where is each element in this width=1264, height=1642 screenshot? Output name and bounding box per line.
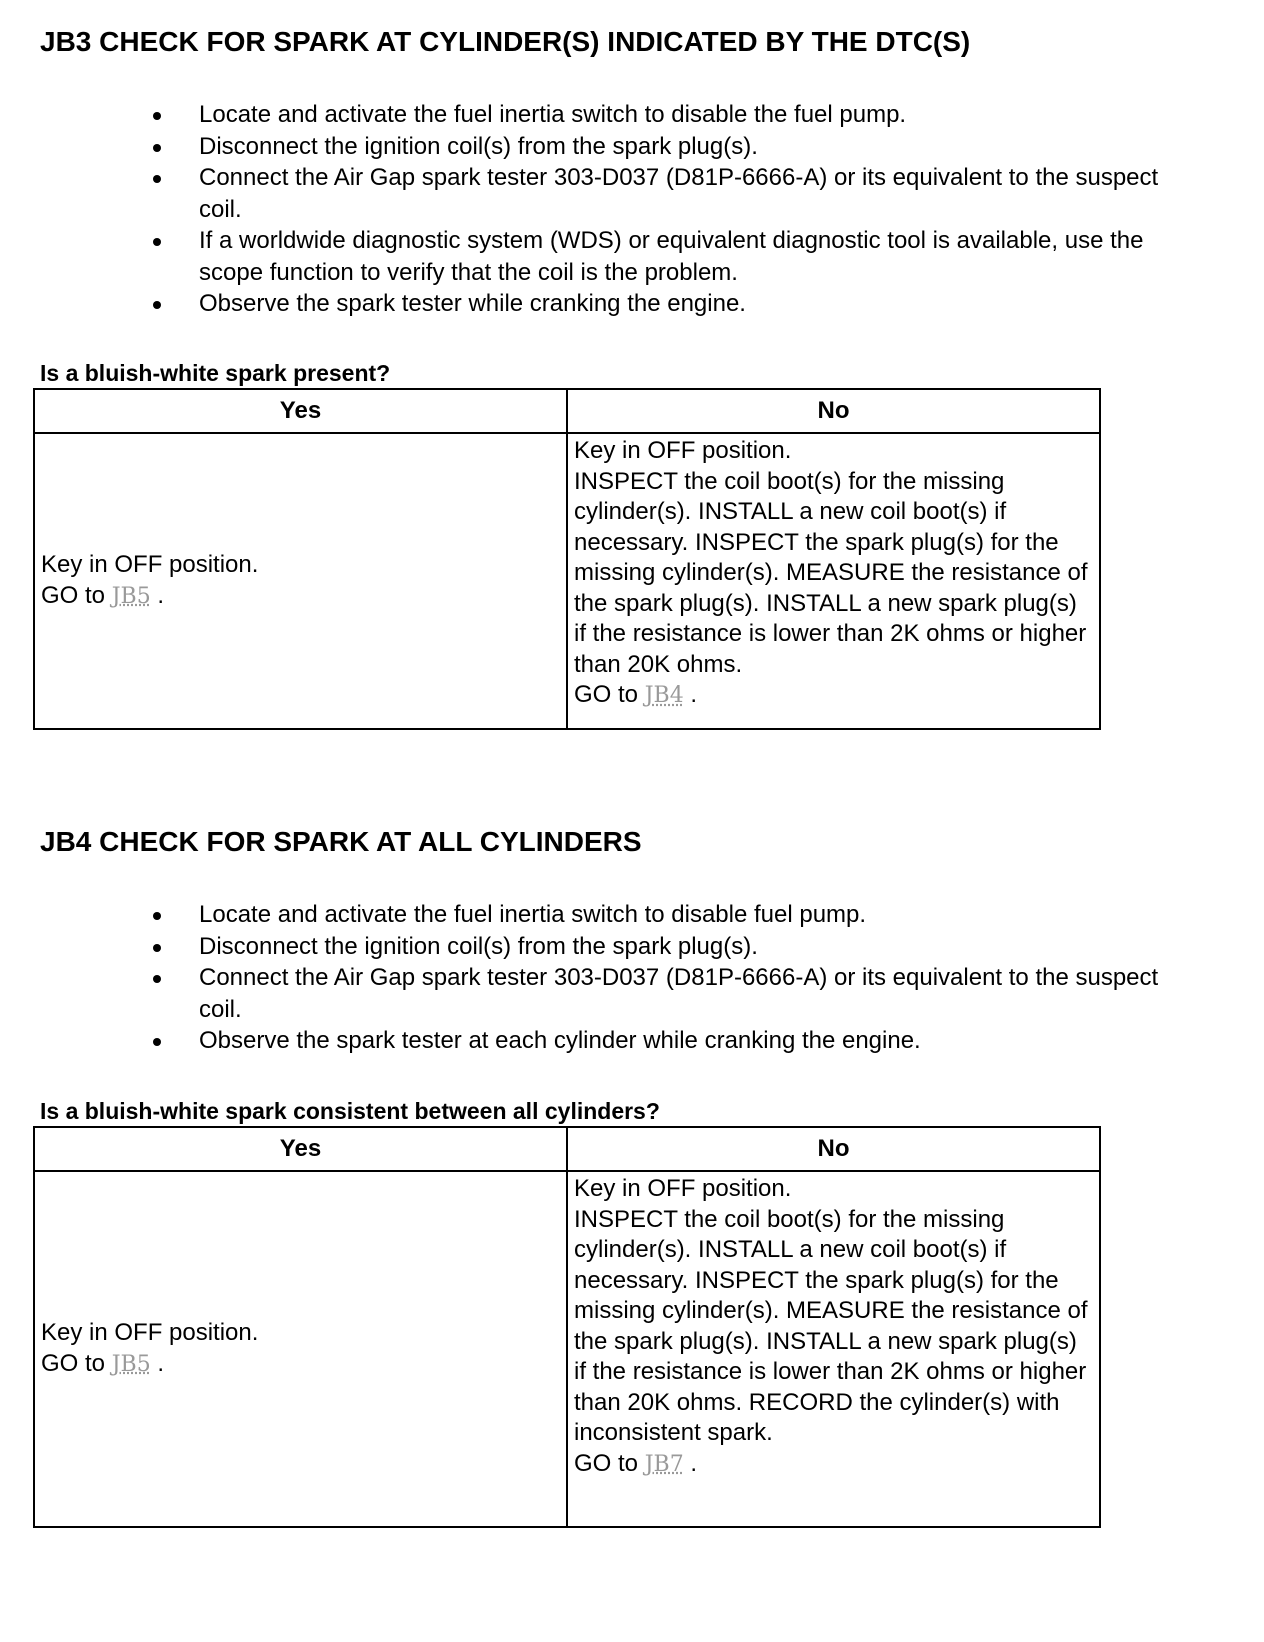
section-heading-jb3: JB3 CHECK FOR SPARK AT CYLINDER(S) INDICATED BY THE DTC(S) [40,26,971,57]
bullet-icon [153,175,161,183]
list-item: Disconnect the ignition coil(s) from the spark plug(s). [0,131,1179,163]
no-header: No [567,389,1100,433]
bullet-icon [153,112,161,120]
list-item: Connect the Air Gap spark tester 303-D037 (D81P-6666-A) or its equivalent to the suspect coil. [0,162,1179,225]
bullet-icon [153,144,161,152]
result-table-jb3 [33,388,1101,730]
list-item: If a worldwide diagnostic system (WDS) or equivalent diagnostic tool is available, use the scope function to verify that the coil is the problem. [0,225,1179,288]
link-jb5[interactable]: JB5 [111,1351,151,1377]
bullet-list-jb3 [0,99,1264,320]
link-jb5[interactable]: JB5 [111,583,151,609]
no-cell: Key in OFF position. INSPECT the coil boot(s) for the missing cylinder(s). INSTALL a new coil boot(s) if necessary. INSPECT the spark plug(s) for the missing cylinder(s). MEASURE the resistance of the spark plug(s). INSTALL a new spark plug(s) if the resistance is lower than 2K ohms or higher than 20K ohms. RECORD the cylinder(s) with inconsistent spark. GO to JB7 . [567,1171,1100,1527]
link-jb7[interactable]: JB7 [644,1451,684,1477]
no-header: No [567,1127,1100,1171]
list-item: Connect the Air Gap spark tester 303-D037 (D81P-6666-A) or its equivalent to the suspect coil. [0,962,1179,1025]
list-item: Observe the spark tester while cranking the engine. [0,288,1179,320]
no-cell: Key in OFF position. INSPECT the coil boot(s) for the missing cylinder(s). INSTALL a new coil boot(s) if necessary. INSPECT the spark plug(s) for the missing cylinder(s). MEASURE the resistance of the spark plug(s). INSTALL a new spark plug(s) if the resistance is lower than 2K ohms or higher than 20K ohms. GO to JB4 . [567,433,1100,729]
list-item: Observe the spark tester at each cylinder while cranking the engine. [0,1025,1179,1057]
bullet-icon [153,944,161,952]
question-jb4: Is a bluish-white spark consistent between all cylinders? [40,1098,660,1124]
bullet-icon [153,912,161,920]
list-item: Locate and activate the fuel inertia switch to disable fuel pump. [0,899,1179,931]
yes-header: Yes [34,1127,567,1171]
link-jb4[interactable]: JB4 [644,683,684,708]
yes-cell: Key in OFF position. GO to JB5 . [34,433,567,729]
yes-cell: Key in OFF position. GO to JB5 . [34,1171,567,1527]
yes-header: Yes [34,389,567,433]
list-item: Disconnect the ignition coil(s) from the spark plug(s). [0,931,1179,963]
bullet-icon [153,975,161,983]
bullet-icon [153,1038,161,1046]
bullet-icon [153,238,161,246]
result-table-jb4 [33,1126,1101,1528]
bullet-icon [153,301,161,309]
question-jb3: Is a bluish-white spark present? [40,360,391,386]
list-item: Locate and activate the fuel inertia switch to disable the fuel pump. [0,99,1179,131]
section-heading-jb4: JB4 CHECK FOR SPARK AT ALL CYLINDERS [40,826,642,857]
bullet-list-jb4 [0,899,1264,1057]
